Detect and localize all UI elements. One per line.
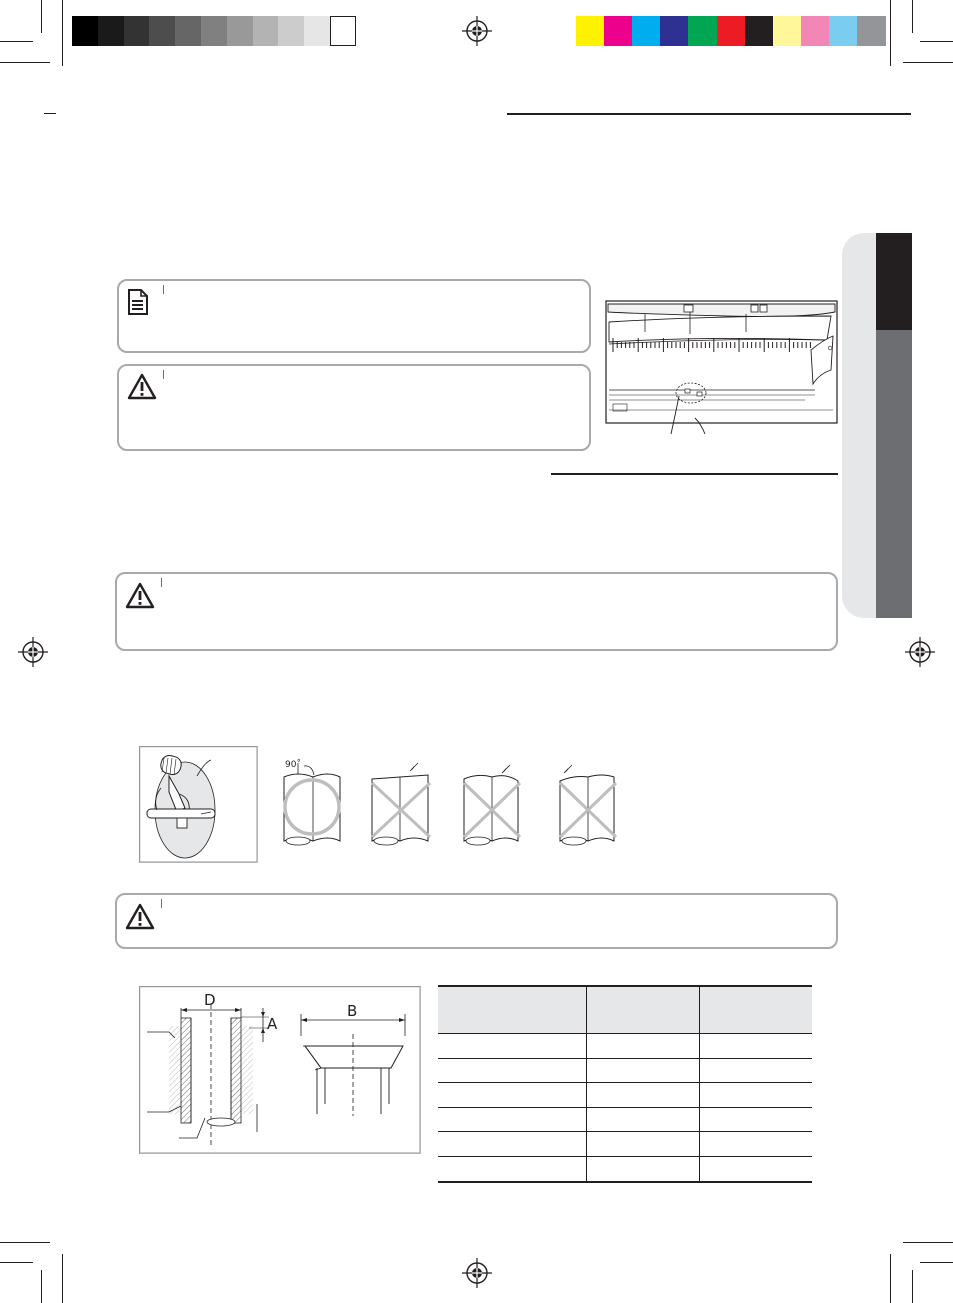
pipe-cut-bad-example-2 (464, 765, 520, 845)
gray-swatch (98, 16, 124, 46)
section-rule (551, 473, 838, 475)
table-column-divider (586, 985, 587, 1183)
caution-box-2 (115, 572, 838, 651)
registration-mark-icon (18, 637, 48, 667)
pipe-cut-bad-example-3 (560, 765, 616, 845)
table-row-rule (438, 1058, 812, 1059)
flare-dimension-table (438, 985, 812, 1183)
header-rule (507, 113, 911, 115)
pipe-cut-bad-example-1 (372, 763, 430, 845)
caution-box-tick (161, 899, 162, 908)
note-box (117, 279, 591, 353)
gray-swatch (278, 16, 304, 46)
flare-dimension-figure (139, 986, 421, 1154)
pipe-cutter-figure (139, 746, 258, 863)
table-top-rule (438, 985, 812, 987)
registration-mark-icon (462, 16, 492, 46)
gray-swatch (72, 16, 98, 46)
caution-icon (127, 373, 157, 400)
gray-swatch (175, 16, 201, 46)
table-column-divider (699, 985, 700, 1183)
table-row-rule (438, 1107, 812, 1108)
color-swatch (745, 16, 774, 46)
gray-swatch (227, 16, 253, 46)
color-swatch (688, 16, 717, 46)
color-swatch (604, 16, 633, 46)
dimension-b-label: B (347, 1002, 358, 1020)
indoor-unit-figure (605, 300, 839, 436)
dimension-d-label: D (204, 991, 216, 1009)
note-icon (127, 289, 149, 315)
table-bottom-rule (438, 1181, 812, 1183)
color-swatch (773, 16, 802, 46)
pipe-cut-examples-figure (276, 755, 628, 855)
caution-icon (125, 582, 155, 609)
color-swatch (576, 16, 605, 46)
caution-box-3 (115, 893, 838, 949)
gray-swatch (304, 16, 330, 46)
color-swatch (857, 16, 886, 46)
caution-box-tick (163, 370, 164, 379)
color-swatch (717, 16, 746, 46)
gray-swatch (149, 16, 175, 46)
pipe-cut-good-example (284, 759, 340, 845)
gray-swatch (253, 16, 279, 46)
caution-box-tick (161, 578, 162, 587)
table-header (438, 985, 812, 1033)
note-box-tick (163, 285, 164, 294)
angle-label: 90˚ (285, 760, 301, 770)
gray-swatch (330, 16, 356, 46)
gray-swatch (201, 16, 227, 46)
color-swatch (801, 16, 830, 46)
registration-mark-icon (905, 637, 935, 667)
registration-mark-icon (462, 1258, 492, 1288)
table-row-rule (438, 1033, 812, 1034)
color-swatch (660, 16, 689, 46)
gray-swatch (124, 16, 150, 46)
dimension-a-label: A (267, 1015, 278, 1033)
table-row-rule (438, 1131, 812, 1132)
caution-icon (125, 903, 155, 930)
table-row-rule (438, 1082, 812, 1083)
color-swatch (829, 16, 858, 46)
table-row-rule (438, 1156, 812, 1157)
caution-box-1 (117, 364, 591, 451)
color-swatch (632, 16, 661, 46)
